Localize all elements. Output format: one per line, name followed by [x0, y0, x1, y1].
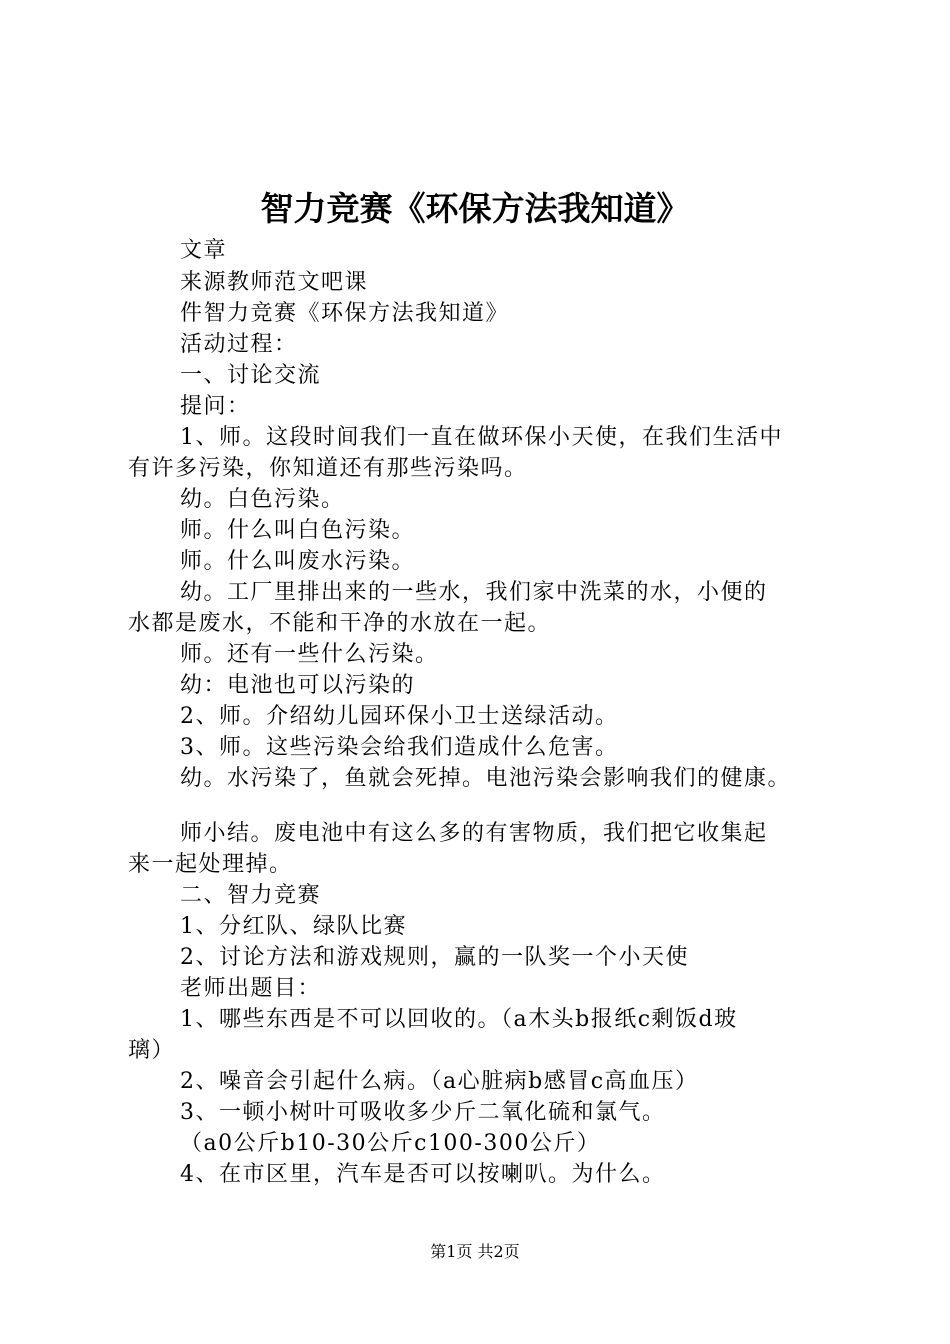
- text-line: 师小结。废电池中有这么多的有害物质，我们把它收集起: [180, 821, 768, 846]
- text-line: 2、噪音会引起什么病。（a心脏病b感冒c高血压）: [180, 1069, 699, 1094]
- section-heading: 二、智力竞赛: [180, 883, 322, 908]
- text-line: 幼：电池也可以污染的: [180, 673, 416, 698]
- text-line: 水都是废水，不能和干净的水放在一起。: [128, 611, 552, 636]
- text-line: 师。什么叫废水污染。: [180, 549, 416, 574]
- text-line: 活动过程：: [180, 332, 298, 357]
- text-line: 璃）: [128, 1038, 176, 1063]
- text-line: 师。什么叫白色污染。: [180, 518, 416, 543]
- text-line: 4、在市区里，汽车是否可以按喇叭。为什么。: [180, 1162, 666, 1187]
- page-title: 智力竞赛《环保方法我知道》: [260, 189, 690, 228]
- text-line: （a0公斤b10-30公斤c100-300公斤）: [180, 1131, 601, 1156]
- text-line: 2、讨论方法和游戏规则，赢的一队奖一个小天使: [180, 945, 689, 970]
- text-line: 老师出题目：: [180, 976, 322, 1001]
- text-line: 幼。白色污染。: [180, 487, 345, 512]
- page-footer: 第1页 共2页: [430, 1242, 520, 1261]
- text-line: 来一起处理掉。: [128, 852, 293, 877]
- text-line: 2、师。介绍幼儿园环保小卫士送绿活动。: [180, 704, 619, 729]
- text-line: 1、分红队、绿队比赛: [180, 914, 407, 939]
- text-line: 提问：: [180, 394, 251, 419]
- text-line: 师。还有一些什么污染。: [180, 642, 439, 667]
- text-line: 来源教师范文吧课: [180, 270, 369, 295]
- section-heading: 一、讨论交流: [180, 363, 322, 388]
- text-line: 有许多污染，你知道还有那些污染吗。: [128, 456, 528, 481]
- text-line: 件智力竞赛《环保方法我知道》: [180, 301, 510, 326]
- text-line: 幼。工厂里排出来的一些水，我们家中洗菜的水，小便的: [180, 580, 768, 605]
- text-line: 3、一顿小树叶可吸收多少斤二氧化硫和氯气。: [180, 1100, 666, 1125]
- text-line: 幼。水污染了，鱼就会死掉。电池污染会影响我们的健康。: [180, 766, 792, 791]
- text-line: 1、师。这段时间我们一直在做环保小天使，在我们生活中: [180, 425, 783, 450]
- text-line: 3、师。这些污染会给我们造成什么危害。: [180, 735, 619, 760]
- text-line: 1、哪些东西是不可以回收的。（a木头b报纸c剩饭d玻: [180, 1007, 738, 1032]
- text-line: 文章: [180, 238, 228, 263]
